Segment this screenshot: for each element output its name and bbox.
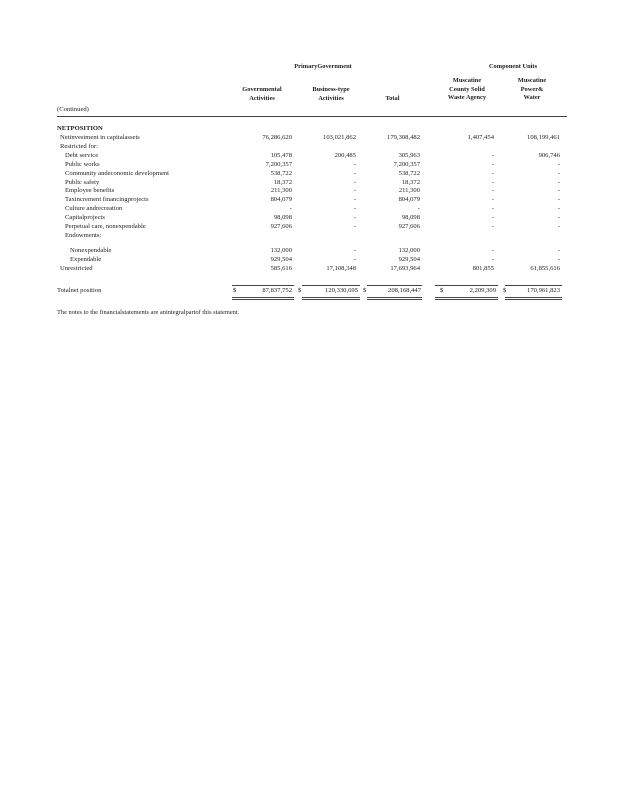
currency-symbol: $ (440, 287, 444, 294)
row-value-solid-waste: - (491, 151, 494, 159)
row-value-power-water: - (557, 169, 560, 177)
section-title: NETPOSITION (57, 125, 103, 132)
row-value-solid-waste: 1,407,454 (467, 134, 494, 141)
row-value-total: 927,606 (398, 223, 420, 230)
row-value-power-water: - (557, 178, 560, 186)
row-value-total: 211,300 (398, 187, 420, 195)
row-value-total: 17,693,964 (390, 264, 420, 272)
row-value-solid-waste: - (491, 196, 494, 204)
row-label: Taxincrement financingprojects (65, 196, 149, 204)
row-value-business-type: - (353, 205, 356, 213)
row-value-total: 98,098 (401, 214, 420, 222)
row-value-business-type: - (353, 187, 356, 195)
currency-symbol: $ (363, 287, 367, 294)
row-value-governmental: - (289, 205, 292, 213)
row-value-power-water: 61,855,616 (530, 264, 560, 272)
subtotal-rule-business-type (302, 285, 360, 286)
row-value-total: 804,079 (398, 196, 420, 204)
row-value-governmental: 132,000 (270, 246, 292, 254)
row-value-business-type: - (353, 178, 356, 186)
row-label: Capitalprojects (65, 214, 105, 222)
row-label: Debt service (65, 151, 99, 159)
row-value-total: 538,722 (398, 169, 420, 177)
row-value-business-type: - (353, 160, 356, 168)
row-value-power-water: - (557, 223, 560, 230)
row-value-total: 18,372 (401, 178, 420, 186)
row-value-total: 929,504 (398, 255, 420, 263)
row-label: Expendable (70, 255, 102, 263)
row-value-governmental: 929,504 (270, 255, 292, 263)
row-value-solid-waste: - (491, 205, 494, 213)
row-value-total: - (417, 205, 420, 213)
row-value-business-type: 17,108,348 (326, 264, 356, 272)
currency-symbol: $ (298, 287, 302, 294)
subtotal-rule-governmental (232, 285, 294, 286)
row-label: Unrestricted (60, 264, 93, 272)
row-label: Restricted for: (60, 142, 98, 150)
row-value-solid-waste: - (491, 214, 494, 222)
row-value-business-type: - (353, 255, 356, 263)
row-label: Nonexpendable (70, 246, 112, 254)
row-value-power-water: 906,746 (538, 151, 560, 159)
row-value-power-water: - (557, 205, 560, 213)
row-value-governmental: 211,300 (270, 187, 292, 195)
row-label: Public safety (65, 178, 100, 186)
row-value-total: 7,200,357 (393, 160, 420, 168)
row-label: Culture andrecreation (65, 205, 123, 213)
column-header-total: Total (385, 95, 400, 102)
row-value-business-type: - (353, 214, 356, 222)
row-value-power-water: 108,199,461 (527, 134, 560, 141)
total-double-rule-governmental (232, 297, 294, 300)
continued-label: (Continued) (57, 106, 89, 113)
row-value-business-type: - (353, 223, 356, 230)
column-header-solid-waste: Muscatine County Solid Waste Agency (447, 77, 487, 102)
header-rule (57, 116, 567, 117)
row-label: Employee benefits (65, 187, 115, 195)
currency-symbol: $ (503, 287, 507, 294)
total-double-rule-total (367, 297, 422, 300)
primary-government-header: PrimaryGovernment (294, 63, 352, 70)
row-label: Community andeconomic development (65, 169, 170, 177)
total-label: Totalnet position (57, 287, 102, 294)
row-value-business-type: 200,485 (334, 151, 356, 159)
total-value-solid-waste: 2,209,309 (469, 287, 496, 294)
row-value-governmental: 585,616 (270, 264, 292, 272)
total-double-rule-business-type (302, 297, 360, 300)
row-value-solid-waste: - (491, 246, 494, 254)
row-value-power-water: - (557, 214, 560, 222)
subtotal-rule-total (367, 285, 422, 286)
row-label: Endowments: (65, 231, 102, 239)
total-double-rule-solid-waste (435, 297, 498, 300)
row-label: Public works (65, 160, 100, 168)
row-value-total: 132,000 (398, 246, 420, 254)
row-value-governmental: 105,478 (270, 151, 292, 159)
row-value-solid-waste: - (491, 178, 494, 186)
row-value-governmental: 538,722 (270, 169, 292, 177)
row-value-solid-waste: - (491, 187, 494, 195)
row-value-solid-waste: - (491, 169, 494, 177)
row-value-business-type: 103,021,862 (323, 134, 356, 141)
row-value-total: 179,308,482 (387, 134, 420, 141)
row-value-solid-waste: - (491, 255, 494, 263)
row-value-solid-waste: - (491, 160, 494, 168)
component-units-header: Component Units (488, 63, 538, 70)
footnote: The notes to the financialstatements are anintegralpartof this statement. (57, 309, 240, 316)
subtotal-rule-power-water (505, 285, 562, 286)
row-value-governmental: 927,606 (270, 223, 292, 230)
row-label: Netinvestment in capitalassets (60, 134, 140, 141)
row-value-business-type: - (353, 169, 356, 177)
row-value-governmental: 804,079 (270, 196, 292, 204)
row-value-solid-waste: 801,855 (472, 264, 494, 272)
column-header-power-water: Muscatine Power& Water (517, 77, 547, 102)
row-value-governmental: 76,286,620 (262, 134, 292, 141)
row-value-power-water: - (557, 246, 560, 254)
column-header-business-type: Business-type Activities (312, 86, 350, 102)
row-value-total: 305,963 (398, 151, 420, 159)
row-label: Perpetual care, nonexpendable (65, 223, 146, 230)
row-value-power-water: - (557, 196, 560, 204)
total-value-power-water: 170,961,823 (527, 287, 560, 294)
row-value-governmental: 7,200,357 (265, 160, 292, 168)
row-value-business-type: - (353, 196, 356, 204)
total-value-governmental: 87,837,752 (262, 287, 292, 294)
total-value-business-type: 120,330,695 (325, 287, 358, 294)
row-value-governmental: 98,098 (273, 214, 292, 222)
row-value-power-water: - (557, 187, 560, 195)
column-header-governmental: Governmental Activities (242, 86, 282, 102)
row-value-power-water: - (557, 255, 560, 263)
subtotal-rule-solid-waste (435, 285, 498, 286)
total-value-total: 208,168,447 (388, 287, 421, 294)
total-double-rule-power-water (505, 297, 562, 300)
row-value-business-type: - (353, 246, 356, 254)
row-value-power-water: - (557, 160, 560, 168)
currency-symbol: $ (233, 287, 237, 294)
row-value-governmental: 18,372 (273, 178, 292, 186)
row-value-solid-waste: - (491, 223, 494, 230)
